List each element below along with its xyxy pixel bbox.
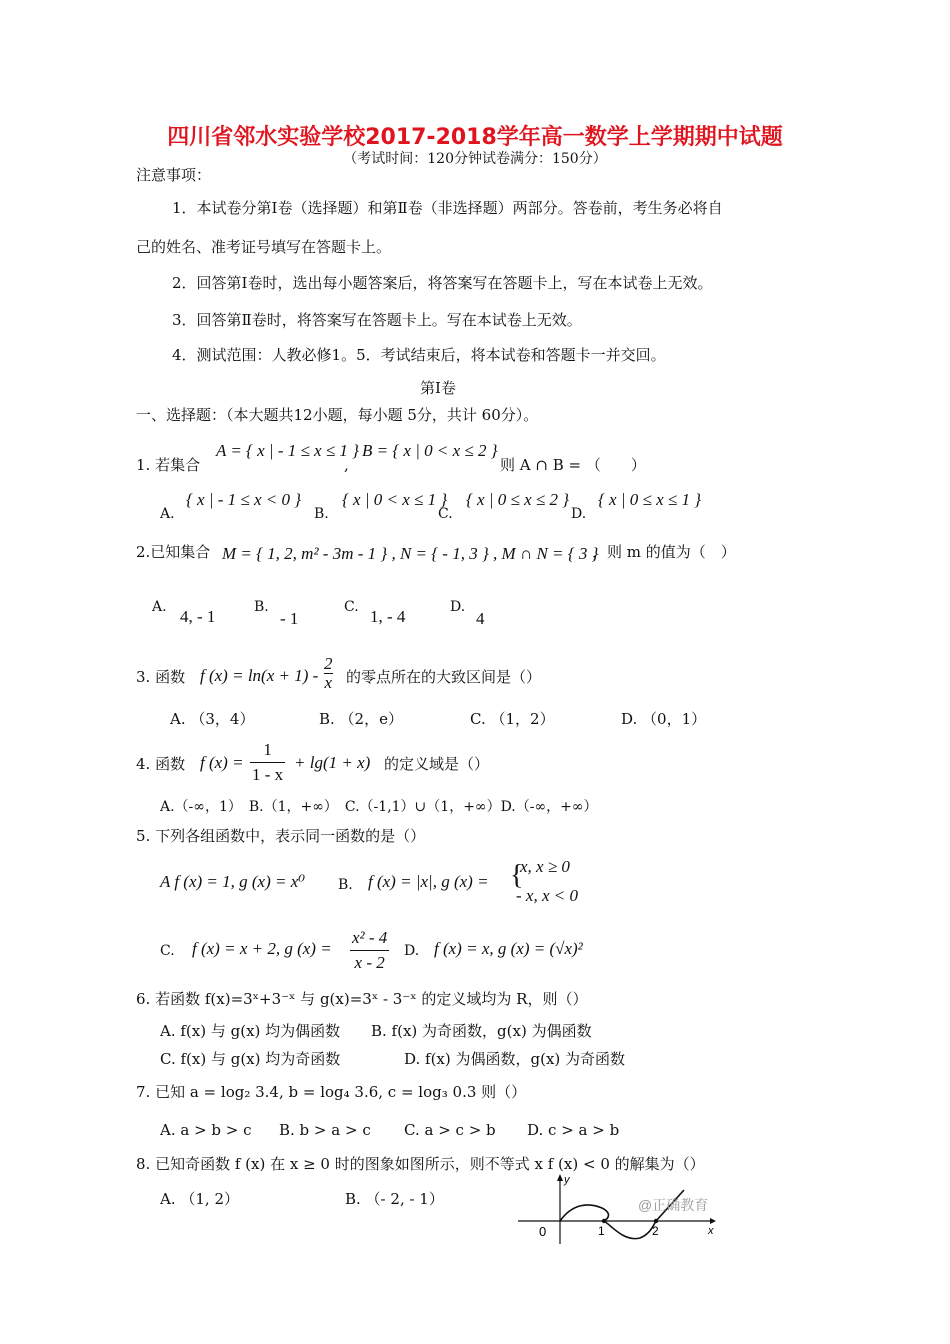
q4-function-right: + lg(1 + x) <box>294 753 371 772</box>
q3-fraction <box>324 655 333 692</box>
q3-option-b: B. （2，e） <box>319 710 403 728</box>
q2-option-d: 4 <box>476 609 485 628</box>
q6-stem: 6. 若函数 f(x)=3ˣ+3⁻ˣ 与 g(x)=3ˣ - 3⁻ˣ 的定义域均为 R，则（） <box>136 990 588 1008</box>
notice-item: 4．测试范围：人教必修1。5．考试结束后，将本试卷和答题卡一并交回。 <box>172 346 666 364</box>
notice-item: 己的姓名、准考证号填写在答题卡上。 <box>136 238 392 256</box>
x-axis-arrow <box>710 1218 716 1224</box>
q5-option-a: A f (x) = 1, g (x) = x⁰ <box>160 872 306 891</box>
q1-option-d: { x | 0 ≤ x ≤ 1 } <box>598 490 702 509</box>
q5-option-b-label: B. <box>338 877 353 893</box>
q1-option-a-label: A. <box>160 506 175 522</box>
tick-label-2: 2 <box>652 1224 659 1238</box>
q6-option-a: A. f(x) 与 g(x) 均为偶函数 <box>160 1022 341 1040</box>
watermark: @正确教育 <box>638 1197 709 1213</box>
q4-frac-den: 1 - x <box>250 762 285 787</box>
q1-comma: , <box>344 456 349 474</box>
y-axis-label: y <box>564 1174 570 1186</box>
q5-option-b-case2: - x, x < 0 <box>516 886 578 905</box>
q6-option-b: B. f(x) 为奇函数，g(x) 为偶函数 <box>371 1022 592 1040</box>
q2-tail: ，则 m 的值为（ ） <box>592 543 736 561</box>
q4-fraction <box>250 738 285 787</box>
q5-option-d: f (x) = x, g (x) = (√x)² <box>434 939 583 958</box>
q1-set-a: A = { x | - 1 ≤ x ≤ 1 } <box>216 441 359 460</box>
q1-option-a: { x | - 1 ≤ x < 0 } <box>186 490 302 509</box>
root-point-1 <box>602 1219 606 1223</box>
q6-option-d: D. f(x) 为偶函数，g(x) 为奇函数 <box>404 1050 626 1068</box>
exam-info: （考试时间：120分钟试卷满分：150分） <box>343 151 607 167</box>
q7-option-a: A. a > b > c <box>160 1121 252 1139</box>
q4-options: A.（-∞，1） B.（1，+∞） C.（-1,1）∪（1，+∞）D.（-∞，+∞） <box>160 799 598 815</box>
q5-stem: 5. 下列各组函数中，表示同一函数的是（） <box>136 827 426 845</box>
q3-prefix: 3. 函数 <box>136 668 186 686</box>
q1-prefix: 1. 若集合 <box>136 456 201 474</box>
q4-tail: 的定义域是（） <box>384 755 490 773</box>
q2-sets: M = { 1, 2, m² - 3m - 1 } , N = { - 1, 3 } , M ∩ N = { 3 } <box>222 544 599 563</box>
section-heading: 一、选择题：（本大题共12小题，每小题 5分，共计 60分）。 <box>136 406 539 424</box>
q5-frac-den: x - 2 <box>350 950 389 975</box>
q4-function-left: f (x) = <box>200 753 244 772</box>
q5-frac-num: x² - 4 <box>352 928 388 947</box>
q7-option-d: D. c > a > b <box>527 1121 620 1139</box>
q2-option-b: - 1 <box>280 609 299 628</box>
q6-option-c: C. f(x) 与 g(x) 均为奇函数 <box>160 1050 341 1068</box>
q2-option-c-label: C. <box>344 599 359 615</box>
q8-option-a: A. （1, 2） <box>160 1190 239 1208</box>
q3-option-c: C. （1，2） <box>470 710 555 728</box>
y-axis-arrow <box>557 1174 563 1181</box>
q2-prefix: 2.已知集合 <box>136 543 211 561</box>
q8-stem: 8. 已知奇函数 f (x) 在 x ≥ 0 时的图象如图所示，则不等式 x f (x) < 0 的解集为（） <box>136 1155 705 1173</box>
q7-option-b: B. b > a > c <box>279 1121 371 1139</box>
notice-item: 3．回答第Ⅱ卷时，将答案写在答题卡上。写在本试卷上无效。 <box>172 311 582 329</box>
q5-option-d-label: D. <box>404 943 420 959</box>
origin-label: 0 <box>539 1224 547 1239</box>
q1-option-c-label: C. <box>438 506 453 522</box>
q7-stem: 7. 已知 a = log₂ 3.4, b = log₄ 3.6, c = log₃ 0.3 则（） <box>136 1083 527 1101</box>
tick-label-1: 1 <box>598 1224 605 1238</box>
q4-prefix: 4. 函数 <box>136 755 186 773</box>
q8-option-b: B. （- 2, - 1） <box>345 1190 444 1208</box>
q8-function-graph <box>512 1168 722 1248</box>
q5-brace: { <box>510 860 524 891</box>
page-title: 四川省邻水实验学校2017-2018学年高一数学上学期期中试题 <box>167 125 783 150</box>
q5-option-c-fraction <box>350 926 389 975</box>
x-axis-label: x <box>708 1225 714 1237</box>
q1-set-b: B = { x | 0 < x ≤ 2 } <box>362 441 498 460</box>
q2-option-c: 1, - 4 <box>370 607 406 626</box>
q3-frac-den: x <box>324 673 333 692</box>
q7-option-c: C. a > c > b <box>404 1121 496 1139</box>
root-point-2 <box>654 1219 658 1223</box>
q4-frac-num: 1 <box>263 740 272 759</box>
notice-heading: 注意事项： <box>136 166 212 184</box>
q5-option-c-left: f (x) = x + 2, g (x) = <box>192 939 332 958</box>
q5-option-c-label: C. <box>160 943 175 959</box>
q5-option-b-case1: x, x ≥ 0 <box>520 857 570 876</box>
q3-frac-num: 2 <box>324 654 333 673</box>
q1-option-b-label: B. <box>314 506 329 522</box>
q2-option-a-label: A. <box>152 599 167 615</box>
notice-item: 2．回答第Ⅰ卷时，选出每小题答案后，将答案写在答题卡上，写在本试卷上无效。 <box>172 274 713 292</box>
q2-option-a: 4, - 1 <box>180 607 216 626</box>
q3-function: f (x) = ln(x + 1) - <box>200 666 319 685</box>
q3-option-d: D. （0，1） <box>621 710 707 728</box>
part-heading: 第Ⅰ卷 <box>420 379 456 397</box>
q1-tail: 则 A ∩ B = （ ） <box>500 456 646 474</box>
q2-option-d-label: D. <box>450 599 466 615</box>
q2-option-b-label: B. <box>254 599 269 615</box>
q1-option-b: { x | 0 < x ≤ 1 } <box>342 490 448 509</box>
q5-option-b-left: f (x) = |x|, g (x) = <box>368 872 489 891</box>
notice-item: 1．本试卷分第Ⅰ卷（选择题）和第Ⅱ卷（非选择题）两部分。答卷前，考生务必将自 <box>172 199 723 217</box>
q3-option-a: A. （3，4） <box>170 710 255 728</box>
q3-tail: 的零点所在的大致区间是（） <box>346 668 542 686</box>
q1-option-c: { x | 0 ≤ x ≤ 2 } <box>466 490 570 509</box>
q1-option-d-label: D. <box>571 506 587 522</box>
